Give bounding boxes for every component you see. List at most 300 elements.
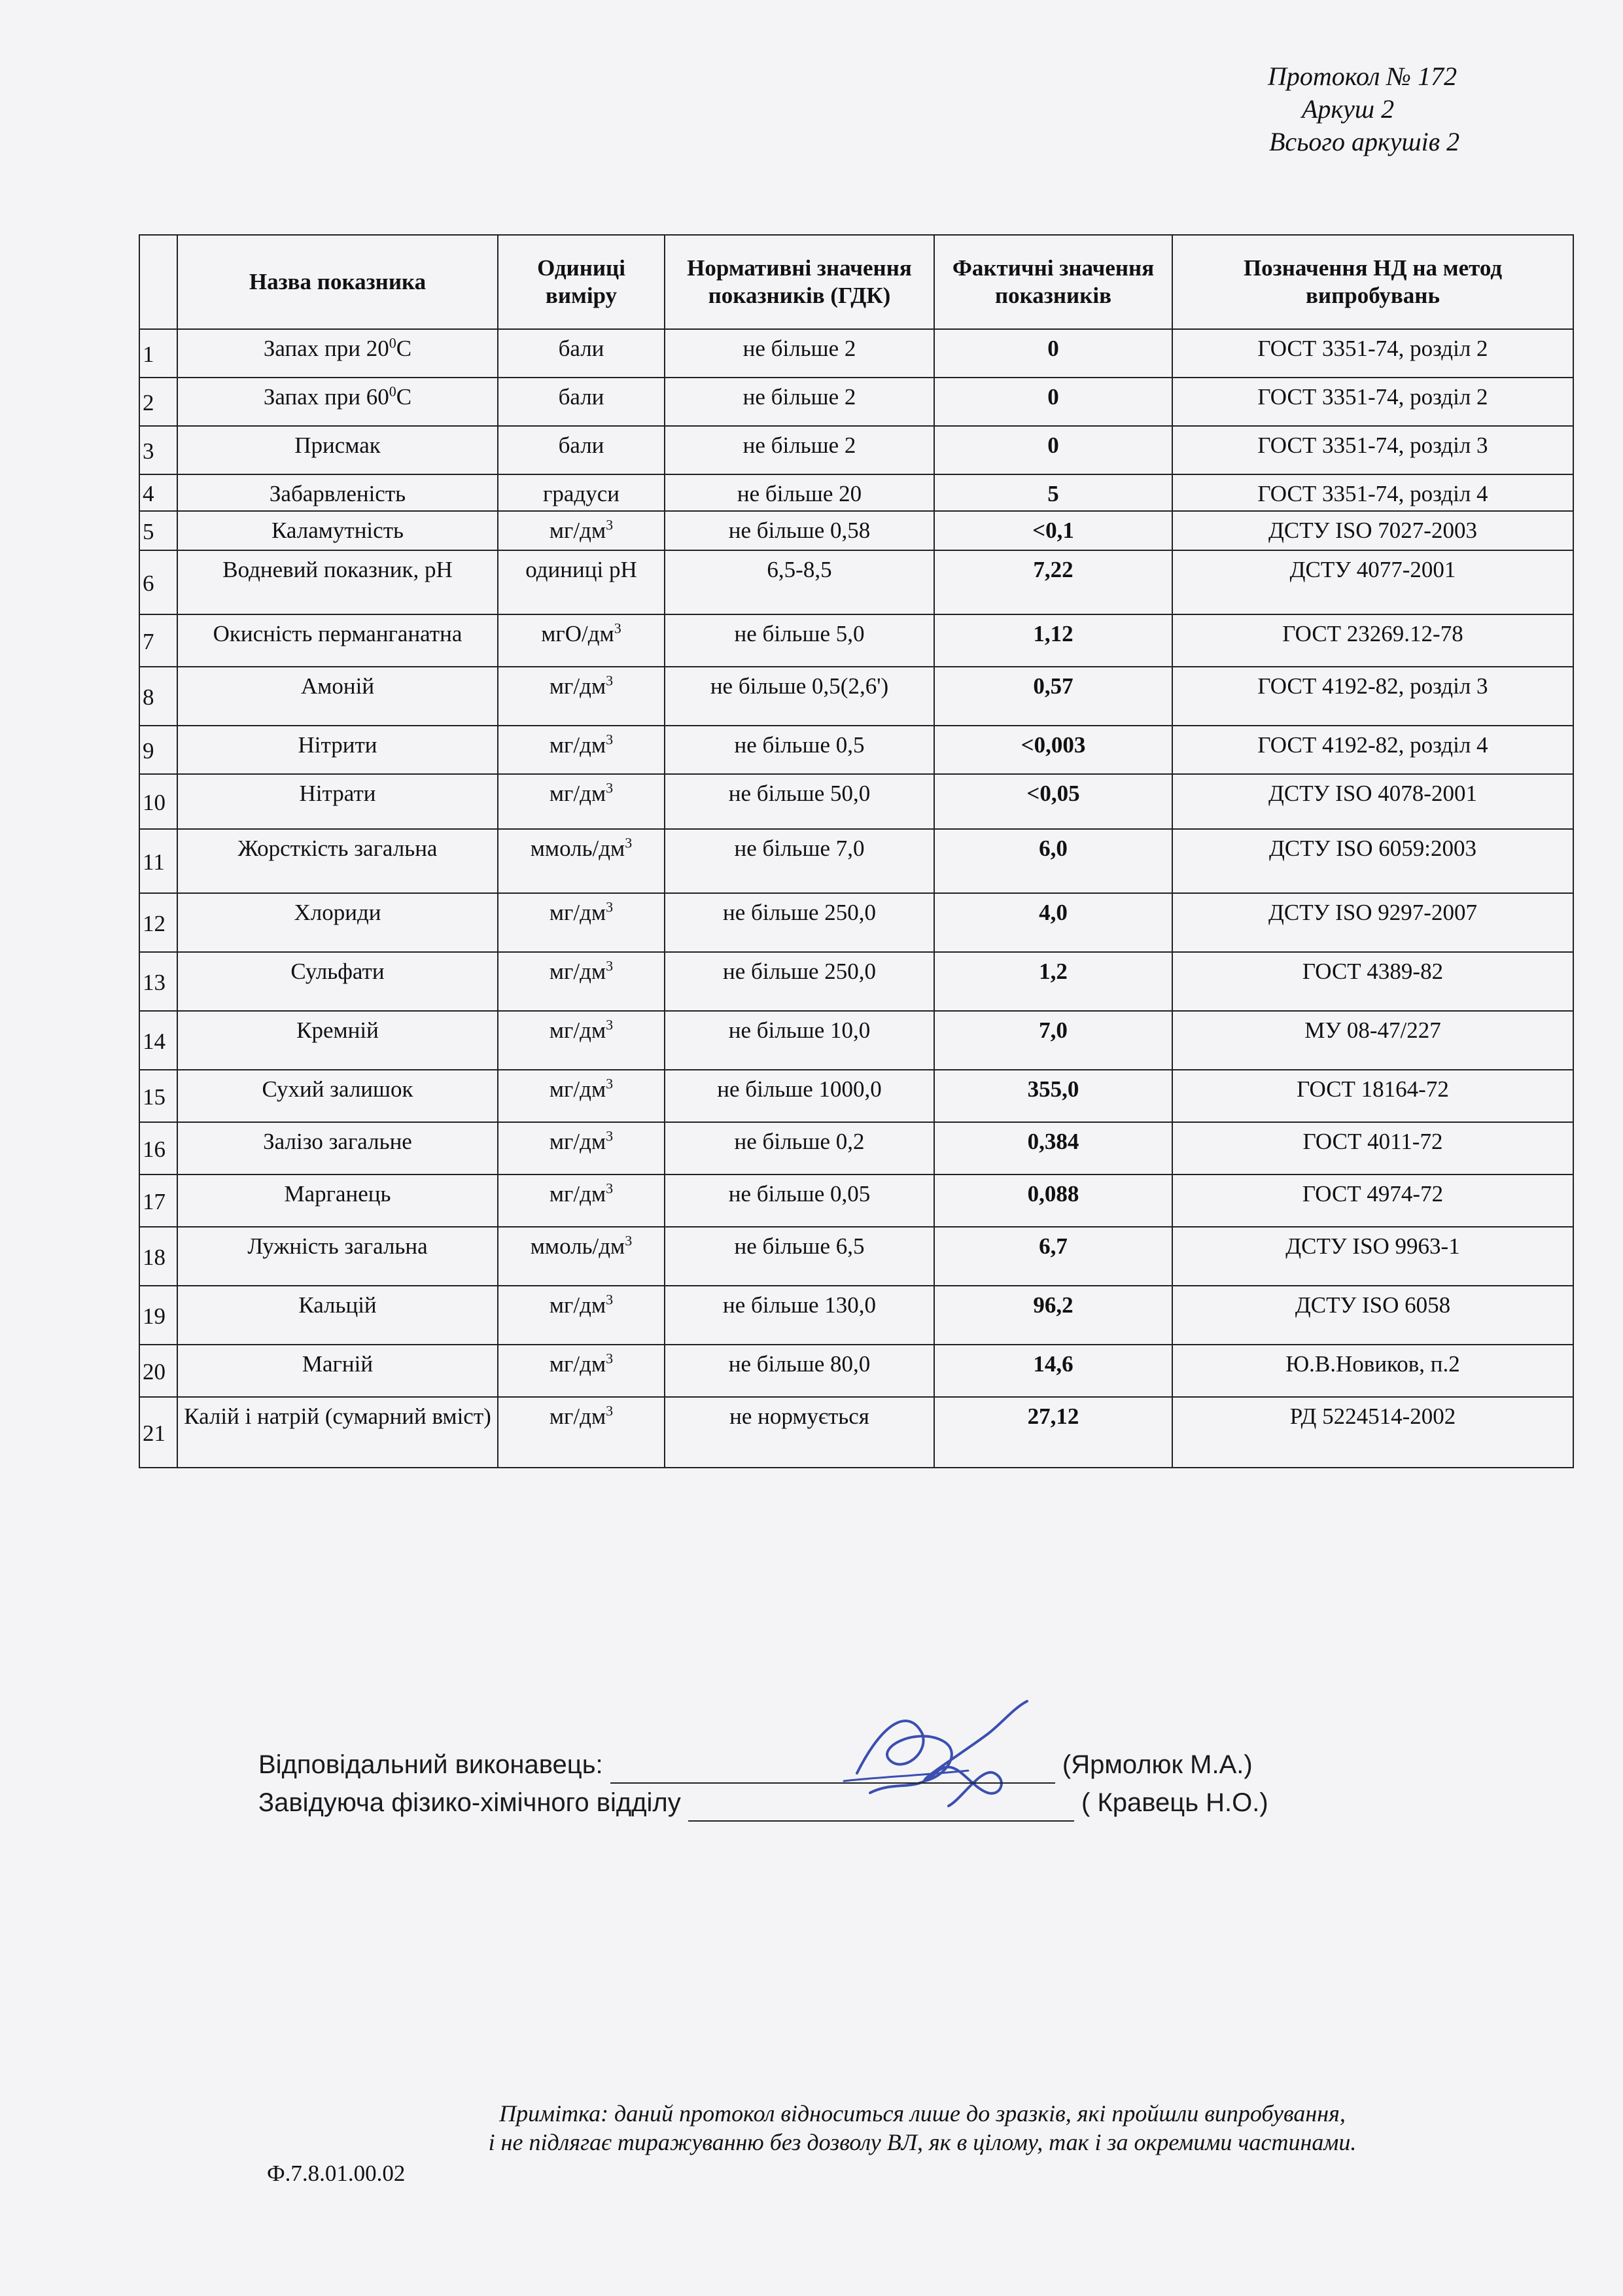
protocol-note (366, 2099, 1478, 2157)
indicator-name (177, 1011, 498, 1070)
indicator-name-text: Присмак (294, 433, 381, 458)
unit (498, 1174, 665, 1227)
row-index (139, 1227, 177, 1286)
sheet-number: Аркуш 2 (1302, 94, 1395, 124)
test-method-text: ДСТУ ISO 6059:2003 (1269, 836, 1476, 861)
normative-value (665, 893, 934, 952)
indicator-name-text: Амоній (300, 673, 375, 699)
actual-value-text: 0,57 (1033, 673, 1073, 699)
actual-value-text: 7,0 (1039, 1017, 1068, 1043)
indicator-name (177, 1070, 498, 1122)
normative-value (665, 1122, 934, 1174)
executor-signature-line (610, 1756, 1055, 1784)
protocol-number: Протокол № 172 (1268, 62, 1457, 91)
test-method-text: ДСТУ ISO 4078-2001 (1268, 781, 1477, 806)
normative-value-text: не більше 0,5 (734, 732, 865, 758)
unit-superscript: 3 (606, 1075, 614, 1092)
test-method (1172, 726, 1573, 774)
normative-value-text: не більше 0,05 (728, 1181, 871, 1207)
unit-superscript: 3 (606, 1180, 614, 1197)
actual-value (934, 893, 1172, 952)
row-index-text: 18 (143, 1245, 166, 1270)
indicator-name-text: Сухий залишок (262, 1076, 413, 1102)
unit-text: мгО/дм (541, 621, 614, 646)
normative-value-text: не більше 50,0 (728, 781, 871, 806)
row-index-text: 1 (143, 342, 154, 367)
unit-superscript: 3 (614, 620, 621, 637)
unit-text: мг/дм (549, 959, 606, 984)
row-index (139, 952, 177, 1011)
row-index (139, 667, 177, 726)
row-index-text: 8 (143, 684, 154, 710)
test-method (1172, 1011, 1573, 1070)
unit (498, 774, 665, 829)
unit-superscript: 3 (606, 1016, 614, 1033)
row-index-text: 20 (143, 1359, 166, 1385)
row-index-text: 15 (143, 1084, 166, 1110)
unit-superscript: 3 (606, 1291, 614, 1308)
unit-superscript: 3 (606, 731, 614, 748)
total-sheets: Всього аркушів 2 (1269, 127, 1460, 156)
actual-value-text: 0 (1047, 336, 1059, 361)
normative-value-text: не більше 0,58 (728, 518, 871, 543)
table-row (139, 1011, 1573, 1070)
indicator-name (177, 511, 498, 550)
normative-value-text: не більше 0,5(2,6') (710, 673, 889, 699)
test-method (1172, 829, 1573, 893)
normative-value-text: не більше 130,0 (723, 1292, 876, 1318)
indicator-name (177, 774, 498, 829)
test-method (1172, 774, 1573, 829)
actual-value-text: 7,22 (1033, 557, 1073, 582)
unit-text: ммоль/дм (530, 1233, 625, 1259)
unit-superscript: 3 (606, 516, 614, 533)
indicator-name (177, 1345, 498, 1397)
actual-value-text: 27,12 (1027, 1404, 1079, 1429)
table-row (139, 893, 1573, 952)
table-row (139, 1070, 1573, 1122)
indicator-name (177, 550, 498, 614)
unit (498, 1345, 665, 1397)
actual-value (934, 1174, 1172, 1227)
actual-value-text: 96,2 (1033, 1292, 1073, 1318)
row-index-text: 14 (143, 1029, 166, 1054)
unit-superscript: 3 (606, 779, 614, 796)
row-index (139, 1011, 177, 1070)
unit-text: мг/дм (549, 518, 606, 543)
unit (498, 829, 665, 893)
indicator-name-text: Жорсткість загальна (237, 836, 438, 861)
test-method-text: ДСТУ ISO 9963-1 (1285, 1233, 1460, 1259)
test-method-text: ГОСТ 3351-74, розділ 2 (1257, 336, 1488, 361)
unit (498, 329, 665, 378)
indicator-name-text: Запах при 60 (263, 384, 389, 410)
normative-value-text: не більше 250,0 (723, 900, 876, 925)
row-index (139, 378, 177, 426)
unit-text: мг/дм (549, 1181, 606, 1207)
row-index (139, 329, 177, 378)
test-method-text: ГОСТ 3351-74, розділ 4 (1257, 481, 1488, 506)
actual-value-text: 4,0 (1039, 900, 1068, 925)
row-index (139, 726, 177, 774)
row-index (139, 1397, 177, 1468)
indicator-name (177, 474, 498, 511)
indicator-name (177, 426, 498, 474)
actual-value-text: 355,0 (1027, 1076, 1079, 1102)
indicator-name (177, 329, 498, 378)
indicator-name-text: Залізо загальне (263, 1129, 412, 1154)
signatures-block (258, 1746, 1370, 1822)
actual-value-text: <0,003 (1021, 732, 1086, 758)
indicator-name-text: Марганець (284, 1181, 391, 1207)
test-method-text: ГОСТ 4389-82 (1302, 959, 1444, 984)
test-method-text: ДСТУ ISO 7027-2003 (1268, 518, 1477, 543)
normative-value (665, 511, 934, 550)
test-method-text: ГОСТ 3351-74, розділ 2 (1257, 384, 1488, 410)
test-method-text: ДСТУ ISO 6058 (1295, 1292, 1451, 1318)
unit-text: одиниці рН (525, 557, 637, 582)
unit-text: бали (558, 336, 604, 361)
actual-value-text: 1,12 (1033, 621, 1073, 646)
normative-value-text: не нормується (729, 1404, 869, 1429)
unit-superscript: 3 (606, 1402, 614, 1419)
indicator-name (177, 378, 498, 426)
actual-value (934, 614, 1172, 667)
indicator-name (177, 893, 498, 952)
table-row (139, 1227, 1573, 1286)
indicator-name-text: Нітрити (298, 732, 377, 758)
normative-value-text: 6,5-8,5 (767, 557, 832, 582)
test-method (1172, 1227, 1573, 1286)
unit (498, 614, 665, 667)
unit (498, 474, 665, 511)
row-index-text: 7 (143, 629, 154, 654)
unit (498, 726, 665, 774)
indicator-name-text: Забарвленість (269, 481, 406, 506)
actual-value (934, 774, 1172, 829)
unit-superscript: 3 (625, 834, 633, 851)
row-index-text: 2 (143, 390, 154, 415)
col-units-header: Одиниці виміру (498, 235, 665, 329)
unit-superscript: 3 (606, 1350, 614, 1367)
row-index (139, 511, 177, 550)
test-method (1172, 1345, 1573, 1397)
unit-text: мг/дм (549, 781, 606, 806)
indicator-name-text: Нітрати (299, 781, 376, 806)
actual-value (934, 1397, 1172, 1468)
table-row (139, 614, 1573, 667)
results-table-body (139, 329, 1573, 1468)
table-row (139, 1174, 1573, 1227)
test-method-text: ДСТУ ISO 9297-2007 (1268, 900, 1477, 925)
unit-superscript: 3 (625, 1232, 633, 1249)
row-index (139, 614, 177, 667)
normative-value (665, 726, 934, 774)
normative-value-text: не більше 2 (742, 336, 856, 361)
test-method (1172, 426, 1573, 474)
row-index (139, 1345, 177, 1397)
unit-text: бали (558, 433, 604, 458)
row-index-text: 21 (143, 1421, 166, 1446)
unit-text: мг/дм (549, 900, 606, 925)
unit-superscript: 3 (606, 1127, 614, 1144)
test-method (1172, 1397, 1573, 1468)
normative-value (665, 774, 934, 829)
unit (498, 952, 665, 1011)
unit-superscript: 3 (606, 672, 614, 689)
actual-value-text: 0,384 (1027, 1129, 1079, 1154)
actual-value (934, 829, 1172, 893)
indicator-name-text: Сульфати (290, 959, 385, 984)
table-row (139, 426, 1573, 474)
note-line-1: Примітка: даний протокол відноситься лише до зразків, які пройшли випробування, (499, 2100, 1346, 2127)
row-index-text: 17 (143, 1189, 166, 1214)
results-table (139, 234, 1574, 1468)
normative-value-text: не більше 250,0 (723, 959, 876, 984)
row-index (139, 774, 177, 829)
unit-superscript: 3 (606, 898, 614, 915)
actual-value (934, 474, 1172, 511)
indicator-name-suffix: С (396, 384, 412, 410)
unit (498, 1227, 665, 1286)
row-index-text: 10 (143, 790, 166, 815)
test-method-text: ДСТУ 4077-2001 (1289, 557, 1456, 582)
normative-value (665, 1345, 934, 1397)
test-method-text: ГОСТ 4192-82, розділ 4 (1257, 732, 1488, 758)
row-index (139, 1070, 177, 1122)
table-row (139, 1397, 1573, 1468)
indicator-name-text: Окисність перманганатна (213, 621, 462, 646)
normative-value-text: не більше 10,0 (728, 1017, 871, 1043)
test-method (1172, 614, 1573, 667)
table-row (139, 1345, 1573, 1397)
indicator-name-suffix: С (396, 336, 412, 361)
table-row (139, 829, 1573, 893)
actual-value (934, 1286, 1172, 1345)
actual-value-text: 6,7 (1039, 1233, 1068, 1259)
test-method-text: ГОСТ 4011-72 (1302, 1129, 1443, 1154)
actual-value (934, 1227, 1172, 1286)
indicator-name (177, 614, 498, 667)
actual-value-text: 0 (1047, 384, 1059, 410)
row-index (139, 474, 177, 511)
normative-value-text: не більше 6,5 (734, 1233, 865, 1259)
indicator-name (177, 1286, 498, 1345)
actual-value (934, 550, 1172, 614)
test-method-text: МУ 08-47/227 (1304, 1017, 1441, 1043)
indicator-name-text: Кремній (296, 1017, 379, 1043)
unit (498, 1122, 665, 1174)
table-row (139, 1122, 1573, 1174)
normative-value-text: не більше 0,2 (734, 1129, 865, 1154)
table-row (139, 726, 1573, 774)
row-index-text: 13 (143, 970, 166, 995)
head-label: Завідуюча фізико-хімічного відділу (258, 1788, 681, 1817)
normative-value-text: не більше 2 (742, 433, 856, 458)
note-line-2: і не підлягає тиражуванню без дозволу ВЛ, як в цілому, так і за окремими частинами. (488, 2129, 1357, 2155)
head-signature-row (258, 1784, 1370, 1822)
actual-value-text: 14,6 (1033, 1351, 1073, 1377)
actual-value (934, 1122, 1172, 1174)
actual-value-text: 1,2 (1039, 959, 1068, 984)
executor-signature-row (258, 1746, 1370, 1784)
row-index (139, 1286, 177, 1345)
table-row (139, 474, 1573, 511)
unit-text: ммоль/дм (530, 836, 625, 861)
normative-value (665, 378, 934, 426)
indicator-name (177, 726, 498, 774)
normative-value (665, 474, 934, 511)
form-code: Ф.7.8.01.00.02 (267, 2161, 406, 2186)
test-method-text: РД 5224514-2002 (1289, 1404, 1456, 1429)
unit (498, 426, 665, 474)
executor-label: Відповідальний виконавець: (258, 1750, 603, 1779)
protocol-header (1151, 60, 1544, 158)
test-method (1172, 550, 1573, 614)
table-row (139, 329, 1573, 378)
unit (498, 1286, 665, 1345)
unit-text: мг/дм (549, 1404, 606, 1429)
unit-text: мг/дм (549, 1292, 606, 1318)
test-method (1172, 1070, 1573, 1122)
indicator-name-superscript: 0 (389, 334, 396, 351)
row-index-text: 19 (143, 1303, 166, 1329)
actual-value-text: 6,0 (1039, 836, 1068, 861)
unit-text: мг/дм (549, 1129, 606, 1154)
actual-value (934, 726, 1172, 774)
actual-value (934, 1345, 1172, 1397)
row-index-text: 4 (143, 481, 154, 506)
test-method (1172, 667, 1573, 726)
actual-value (934, 1070, 1172, 1122)
test-method-text: ГОСТ 3351-74, розділ 3 (1257, 433, 1488, 458)
table-row (139, 511, 1573, 550)
row-index-text: 11 (143, 849, 165, 875)
normative-value (665, 426, 934, 474)
indicator-name (177, 1122, 498, 1174)
actual-value (934, 952, 1172, 1011)
test-method-text: Ю.В.Новиков, п.2 (1285, 1351, 1460, 1377)
indicator-name (177, 829, 498, 893)
indicator-name (177, 1174, 498, 1227)
executor-name: (Ярмолюк М.А.) (1062, 1750, 1253, 1779)
head-name: ( Кравець Н.О.) (1081, 1788, 1268, 1817)
unit-superscript: 3 (606, 957, 614, 974)
row-index-text: 3 (143, 438, 154, 464)
actual-value-text: <0,1 (1032, 518, 1074, 543)
test-method (1172, 1286, 1573, 1345)
test-method (1172, 1122, 1573, 1174)
test-method (1172, 952, 1573, 1011)
head-signature-line (688, 1794, 1074, 1822)
test-method-text: ГОСТ 4974-72 (1302, 1181, 1444, 1207)
table-row (139, 952, 1573, 1011)
row-index (139, 550, 177, 614)
unit (498, 667, 665, 726)
normative-value (665, 1174, 934, 1227)
indicator-name-text: Магній (302, 1351, 374, 1377)
col-actual-header: Фактичні значення показників (934, 235, 1172, 329)
indicator-name-text: Хлориди (294, 900, 381, 925)
normative-value (665, 1227, 934, 1286)
col-name-header: Назва показника (177, 235, 498, 329)
unit (498, 511, 665, 550)
col-index-header (139, 235, 177, 329)
actual-value-text: 5 (1047, 481, 1059, 506)
normative-value-text: не більше 80,0 (728, 1351, 871, 1377)
normative-value-text: не більше 5,0 (734, 621, 865, 646)
actual-value-text: 0 (1047, 433, 1059, 458)
test-method (1172, 1174, 1573, 1227)
indicator-name-superscript: 0 (389, 383, 396, 400)
indicator-name (177, 667, 498, 726)
row-index-text: 9 (143, 738, 154, 764)
indicator-name-text: Кальцій (298, 1292, 377, 1318)
normative-value (665, 1286, 934, 1345)
table-row (139, 550, 1573, 614)
unit-text: мг/дм (549, 673, 606, 699)
indicator-name (177, 1227, 498, 1286)
col-normative-header: Нормативні значення показників (ГДК) (665, 235, 934, 329)
unit-text: мг/дм (549, 1351, 606, 1377)
test-method (1172, 511, 1573, 550)
normative-value-text: не більше 7,0 (734, 836, 865, 861)
normative-value (665, 614, 934, 667)
row-index-text: 5 (143, 519, 154, 544)
row-index-text: 16 (143, 1137, 166, 1162)
actual-value (934, 426, 1172, 474)
unit-text: мг/дм (549, 1017, 606, 1043)
actual-value (934, 378, 1172, 426)
normative-value-text: не більше 2 (742, 384, 856, 410)
actual-value-text: 0,088 (1027, 1181, 1079, 1207)
indicator-name (177, 1397, 498, 1468)
normative-value (665, 329, 934, 378)
test-method-text: ГОСТ 23269.12-78 (1282, 621, 1463, 646)
indicator-name-text: Каламутність (271, 518, 404, 543)
indicator-name-text: Запах при 20 (263, 336, 389, 361)
unit (498, 1011, 665, 1070)
indicator-name (177, 952, 498, 1011)
row-index-text: 6 (143, 571, 154, 596)
actual-value (934, 329, 1172, 378)
col-method-header: Позначення НД на метод випробувань (1172, 235, 1573, 329)
indicator-name-text: Водневий показник, рН (222, 557, 453, 582)
test-method (1172, 329, 1573, 378)
normative-value (665, 1397, 934, 1468)
actual-value (934, 511, 1172, 550)
actual-value (934, 667, 1172, 726)
row-index (139, 426, 177, 474)
table-row (139, 378, 1573, 426)
table-header-row (139, 235, 1573, 329)
normative-value (665, 1011, 934, 1070)
unit (498, 378, 665, 426)
normative-value (665, 550, 934, 614)
normative-value (665, 667, 934, 726)
unit-text: мг/дм (549, 1076, 606, 1102)
actual-value-text: <0,05 (1026, 781, 1080, 806)
table-row (139, 774, 1573, 829)
unit-text: градуси (543, 481, 620, 506)
actual-value (934, 1011, 1172, 1070)
normative-value (665, 1070, 934, 1122)
test-method (1172, 378, 1573, 426)
unit (498, 893, 665, 952)
indicator-name-text: Калій і натрій (сумарний вміст) (184, 1404, 491, 1429)
unit (498, 550, 665, 614)
normative-value-text: не більше 20 (737, 481, 862, 506)
